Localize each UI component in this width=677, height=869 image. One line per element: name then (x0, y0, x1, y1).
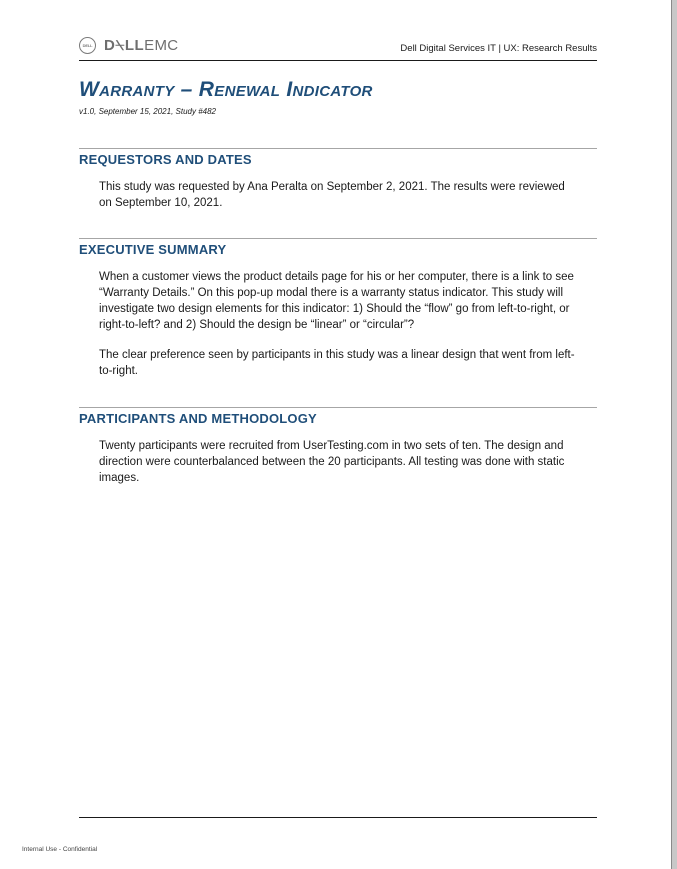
section-heading: EXECUTIVE SUMMARY (79, 242, 227, 257)
section-participants (79, 407, 597, 486)
dell-seal-icon: DELL (79, 37, 96, 54)
paragraph: The clear preference seen by participants in this study was a linear design that went from left-to-right. (99, 349, 575, 377)
section-rule (79, 148, 597, 149)
footer-rule (79, 817, 597, 818)
logo-emc-text: EMC (144, 36, 179, 54)
section-rule (79, 407, 597, 408)
paragraph: When a customer views the product details page for his or her computer, there is a link to see “Warranty Details.” On this pop-up modal there is a warranty status indicator. This study will investigate two design elements for this indicator: 1) Should the “flow” go from left-to-right, or right-to-left? and 2) Should the design be “linear” or “circular”? (99, 271, 574, 331)
document-title: Warranty – Renewal Indicator (79, 78, 373, 101)
footer-classification: Internal Use - Confidential (22, 846, 98, 853)
header-rule (79, 60, 597, 61)
section-heading: REQUESTORS AND DATES (79, 152, 252, 167)
logo-dell-text: D⍀LL (104, 36, 145, 54)
page-edge (672, 0, 677, 869)
section-heading: PARTICIPANTS AND METHODOLOGY (79, 411, 317, 426)
section-rule (79, 238, 597, 239)
section-requestors (79, 148, 597, 211)
dell-emc-logo (79, 36, 178, 54)
header-department: Dell Digital Services IT | UX: Research Results (400, 43, 597, 54)
paragraph: This study was requested by Ana Peralta on September 2, 2021. The results were reviewed on September 10, 2021. (99, 181, 565, 209)
document-version: v1.0, September 15, 2021, Study #482 (79, 107, 216, 116)
paragraph: Twenty participants were recruited from UserTesting.com in two sets of ten. The design and direction were counterbalanced between the 20 participants. All testing was done with static images. (99, 440, 565, 484)
page-header (79, 36, 597, 62)
section-executive-summary (79, 238, 597, 379)
